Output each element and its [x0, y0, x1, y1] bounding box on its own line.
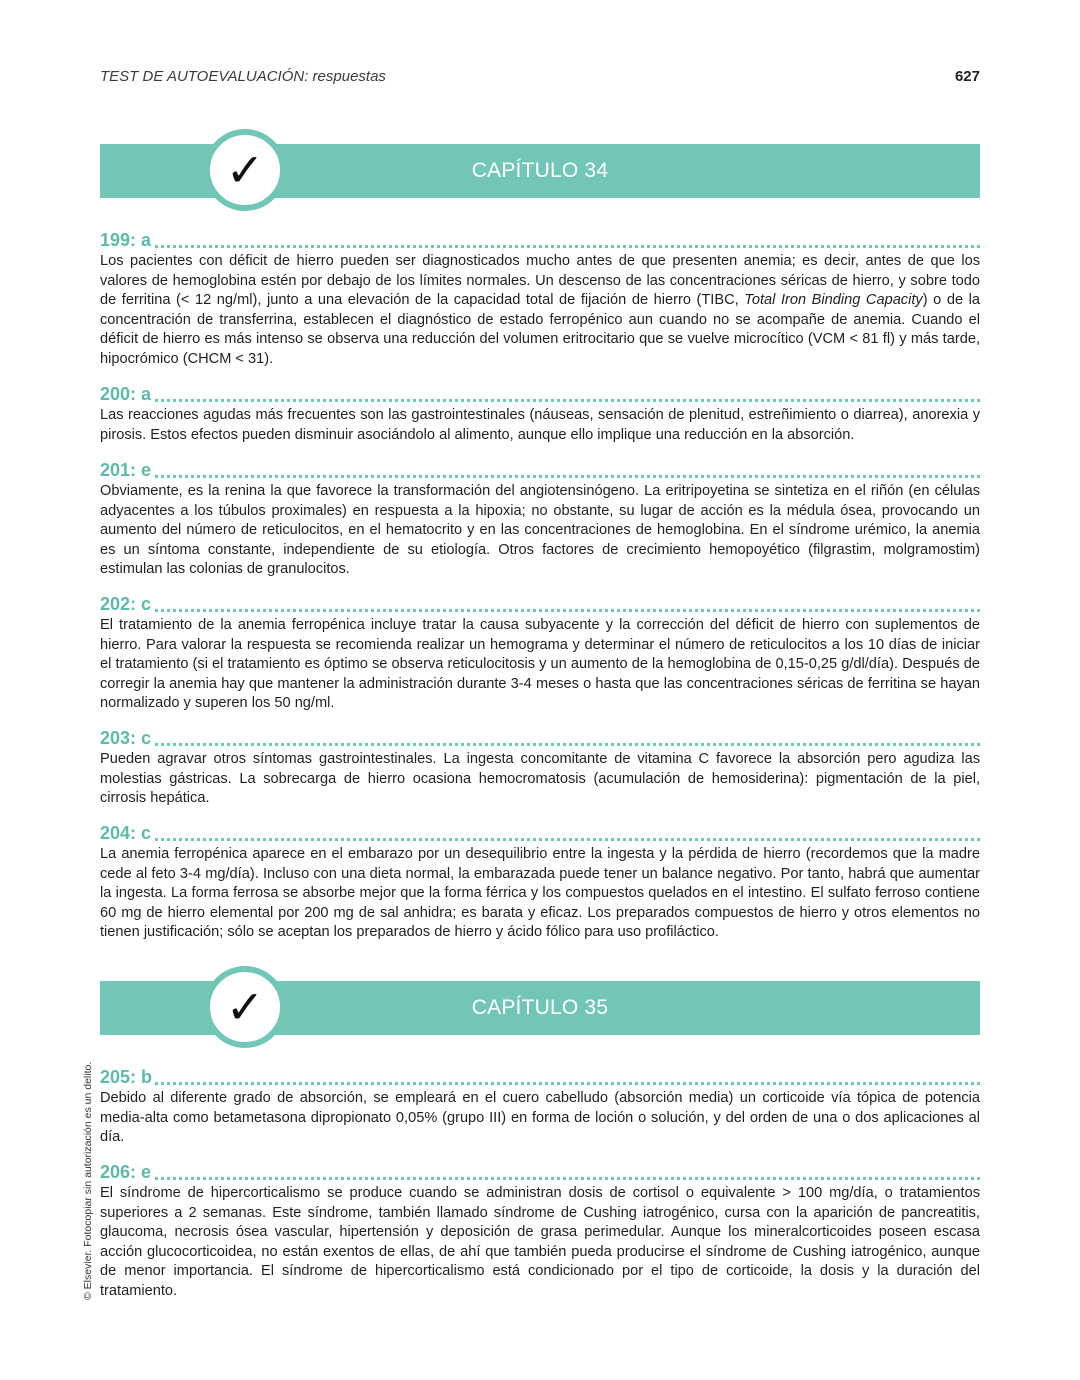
answer-code: 200: a: [100, 384, 152, 404]
answer-text: El síndrome de hipercorticalismo se produce cuando se administran dosis de cortisol o equivalente > 100 mg/día, o tratamientos superiores a 2 semanas. Este síndrome, también llamado síndrome de Cushing iatrogénico, cursa con la aparición de pancreatitis, glaucoma, necrosis ósea vascular, hipertensión y deposición de grasa perimedular. Aunque los mineralcorticoides poseen escasa acción glucocorticoidea, no están exentos de ellas, de ahí que también pueda producirse el síndrome de Cushing iatrogénico, aunque de menor importancia. El síndrome de hipercorticalismo está condicionado por el tipo de corticoide, la dosis y la duración del tratamiento.: [100, 1185, 980, 1299]
running-head: [100, 68, 980, 90]
page-number: 627: [954, 68, 980, 85]
dotted-leader: [100, 743, 980, 746]
dotted-leader: [100, 609, 980, 612]
answer-203: [100, 728, 980, 809]
answer-code: 202: c: [100, 594, 152, 614]
answer-text: Obviamente, es la renina la que favorece la transformación del angiotensinógeno. La eritripoyetina se sintetiza en el riñón (en células adyacentes a los túbulos proximales) en respuesta a la hipoxia; no obstante, su lugar de acción es la médula ósea, provocando un aumento del número de reticulocitos, en el hematocrito y en las concentraciones de hemoglobina. En el síndrome urémico, la anemia es un síntoma constante, independiente de su etiología. Otros factores de crecimiento hemopoyético (filgrastim, molgramostim) estimulan las colonias de granulocitos.: [100, 483, 980, 577]
dotted-leader: [100, 475, 980, 478]
answer-header: [100, 384, 980, 406]
answer-header: [100, 594, 980, 616]
dotted-leader: [100, 1082, 980, 1085]
answer-206: [100, 1162, 980, 1301]
dotted-leader: [100, 399, 980, 402]
answer-199: [100, 230, 980, 369]
chapter-banner-34: [100, 144, 980, 198]
answer-code: 205: b: [100, 1067, 153, 1087]
check-circle-icon: ✓: [204, 129, 286, 211]
dotted-leader: [100, 838, 980, 841]
answer-header: [100, 823, 980, 845]
answer-header: [100, 460, 980, 482]
answer-201: [100, 460, 980, 580]
dotted-leader: [100, 245, 980, 248]
answer-text: Los pacientes con déficit de hierro pueden ser diagnosticados mucho antes de que presenten anemia; es decir, antes de que los valores de hemoglobina estén por debajo de los límites normales. Un descenso de las concentraciones séricas de hierro, y sobre todo de ferritina (< 12 ng/ml), junto a una elevación de la capacidad total de fijación de hierro (TIBC, Total Iron Binding Capacity) o de la concentración de transferrina, establecen el diagnóstico de estado ferropénico aun cuando no se acompañe de anemia. Cuando el déficit de hierro es más intenso se observa una reducción del volumen eritrocitario que se vuelve microcítico (VCM < 81 fl) y más tarde, hipocrómico (CHCM < 31).: [100, 253, 980, 367]
running-title: TEST DE AUTOEVALUACIÓN: respuestas: [100, 68, 386, 85]
answer-200: [100, 384, 980, 445]
answer-202: [100, 594, 980, 714]
check-circle-icon: ✓: [204, 966, 286, 1048]
answer-code: 204: c: [100, 823, 152, 843]
answer-header: [100, 1067, 980, 1089]
answer-code: 203: c: [100, 728, 152, 748]
answer-text: El tratamiento de la anemia ferropénica incluye tratar la causa subyacente y la corrección del déficit de hierro con suplementos de hierro. Para valorar la respuesta se recomienda realizar un hemograma y determinar el número de reticulocitos a los 10 días de iniciar el tratamiento (si el tratamiento es óptimo se observa reticulocitosis y un aumento de la hemoglobina de 0,15-0,25 g/dl/día). Después de corregir la anemia hay que mantener la administración durante 3-4 meses o hasta que las concentraciones séricas de ferritina se hayan normalizado y superen los 50 ng/ml.: [100, 617, 980, 711]
answer-text: La anemia ferropénica aparece en el embarazo por un desequilibrio entre la ingesta y la pérdida de hierro (recordemos que la madre cede al feto 3-4 mg/día). Incluso con una dieta normal, la embarazada puede tener un balance negativo. Por tanto, habrá que aumentar la ingesta. La forma ferrosa se absorbe mejor que la forma férrica y los compuestos quelados en el intestino. El sulfato ferroso contiene 60 mg de hierro elemental por 200 mg de sal anhidra; es barata y eficaz. Los preparados compuestos de hierro y otros elementos no tienen justificación; sólo se aceptan los preparados de hierro y ácido fólico para uso profiláctico.: [100, 846, 980, 940]
copyright-note: © Elsevier. Fotocopiar sin autorización es un delito.: [82, 1061, 94, 1300]
answer-text: Debido al diferente grado de absorción, se empleará en el cuero cabelludo (absorción media) un corticoide vía tópica de potencia media-alta como betametasona dipropionato 0,05% (grupo III) en forma de loción o solución, y del orden de una o dos aplicaciones al día.: [100, 1090, 980, 1145]
answer-header: [100, 728, 980, 750]
answer-text: Pueden agravar otros síntomas gastrointestinales. La ingesta concomitante de vitamina C favorece la absorción pero agudiza las molestias gástricas. La sobrecarga de hierro ocasiona hemocromatosis (acumulación de hemosiderina): pigmentación de la piel, cirrosis hepática.: [100, 751, 980, 806]
chapter-title: CAPÍTULO 34: [471, 159, 609, 182]
answer-code: 199: a: [100, 230, 152, 250]
answer-header: [100, 230, 980, 252]
answer-code: 201: e: [100, 460, 152, 480]
answer-204: [100, 823, 980, 943]
answer-text: Las reacciones agudas más frecuentes son las gastrointestinales (náuseas, sensación de plenitud, estreñimiento o diarrea), anorexia y pirosis. Estos efectos pueden disminuir asociándolo al alimento, aunque ello implique una reducción en la absorción.: [100, 407, 980, 443]
answer-header: [100, 1162, 980, 1184]
answer-205: [100, 1067, 980, 1148]
chapter-title: CAPÍTULO 35: [471, 996, 609, 1019]
chapter-banner-35: [100, 981, 980, 1035]
dotted-leader: [100, 1177, 980, 1180]
answer-code: 206: e: [100, 1162, 152, 1182]
